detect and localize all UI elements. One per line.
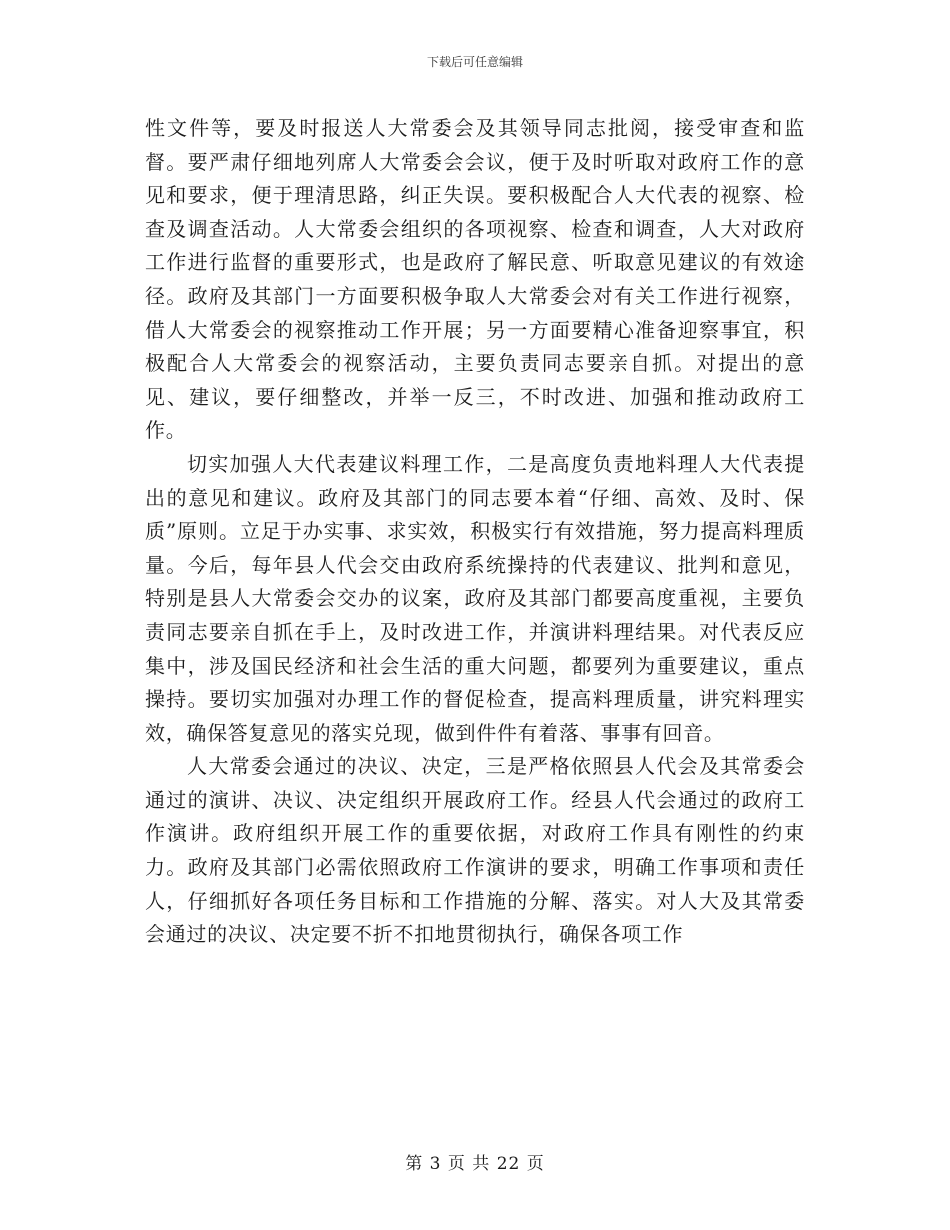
paragraph-resolutions: 人大常委会通过的决议、决定，三是严格依照县人代会及其常委会通过的演讲、决议、决定组织开展政府工作。经县人代会通过的政府工作演讲。政府组织开展工作的重要依据，对政府工作具有刚性的约束力。政府及其部门必需依照政府工作演讲的要求，明确工作事项和责任人，仔细抓好各项任务目标和工作措施的分解、落实。对人大及其常委会通过的决议、决定要不折不扣地贯彻执行，确保各项工作	[145, 754, 805, 947]
page-number: 第 3 页 共 22 页	[405, 1154, 545, 1174]
document-body	[145, 112, 805, 952]
page-header: 下载后可任意编辑	[426, 55, 523, 69]
paragraph-continuation: 性文件等，要及时报送人大常委会及其领导同志批阅，接受审查和监督。要严肃仔细地列席人大常委会会议，便于及时听取对政府工作的意见和要求，便于理清思路，纠正失误。要积极配合人大代表的视察、检查及调查活动。人大常委会组织的各项视察、检查和调查，人大对政府工作进行监督的重要形式，也是政府了解民意、听取意见建议的有效途径。政府及其部门一方面要积极争取人大常委会对有关工作进行视察，借人大常委会的视察推动工作开展；另一方面要精心准备迎察事宜，积极配合人大常委会的视察活动，主要负责同志要亲自抓。对提出的意见、建议，要仔细整改，并举一反三，不时改进、加强和推动政府工作。	[145, 116, 805, 443]
paragraph-representative-suggestions: 切实加强人大代表建议料理工作，二是高度负责地料理人大代表提出的意见和建议。政府及其部门的同志要本着“仔细、高效、及时、保质”原则。立足于办实事、求实效，积极实行有效措施，努力提高料理质量。今后，每年县人代会交由政府系统操持的代表建议、批判和意见，特别是县人大常委会交办的议案，政府及其部门都要高度重视，主要负责同志要亲自抓在手上，及时改进工作，并演讲料理结果。对代表反应集中，涉及国民经济和社会生活的重大问题，都要列为重要建议，重点操持。要切实加强对办理工作的督促检查，提高料理质量，讲究料理实效，确保答复意见的落实兑现，做到件件有着落、事事有回音。	[145, 451, 805, 745]
